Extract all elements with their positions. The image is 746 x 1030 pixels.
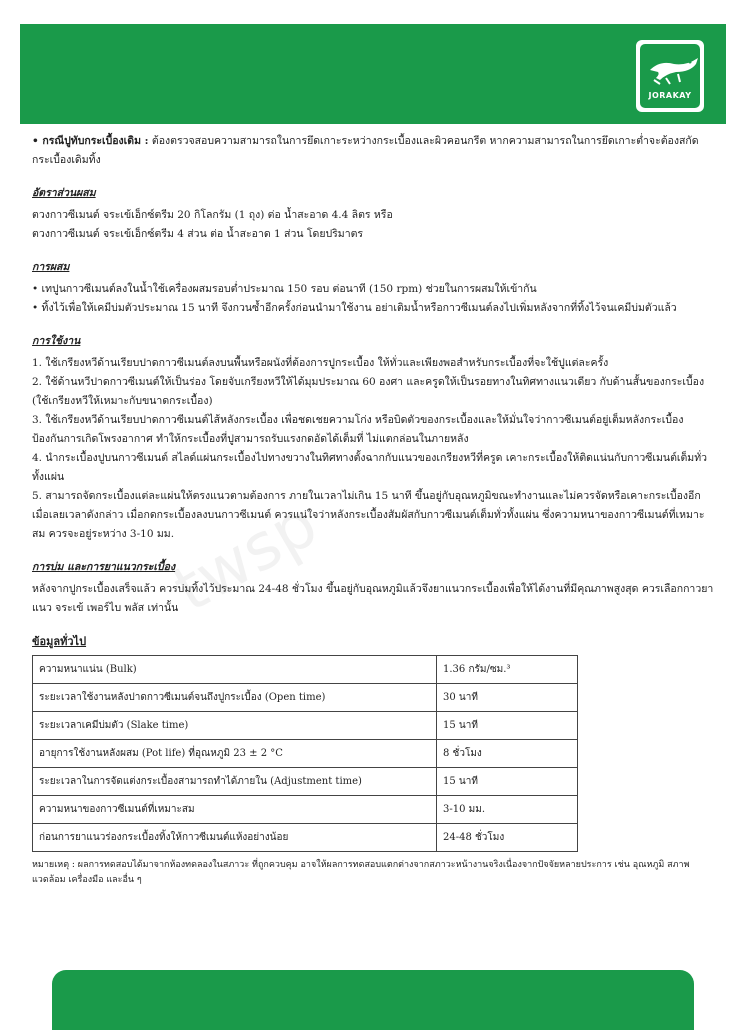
usage-section <box>32 332 714 544</box>
header-band <box>20 24 726 124</box>
table-cell-label: ระยะเวลาในการจัดแต่งกระเบื้องสามารถทำได้ภายใน (Adjustment time) <box>33 768 437 796</box>
ratio-line: ตวงกาวซีเมนต์ จระเข้เอ็กซ์ตรีม 4 ส่วน ต่อ น้ำสะอาด 1 ส่วน โดยปริมาตร <box>32 228 364 240</box>
mixing-heading: การผสม <box>32 261 70 273</box>
table-cell-label: ก่อนการยาแนวร่องกระเบื้องทิ้งให้กาวซีเมนต์แห้งอย่างน้อย <box>33 824 437 852</box>
usage-step: 2. ใช้ด้านหวีปาดกาวซีเมนต์ให้เป็นร่อง โดยจับเกรียงหวีให้ได้มุมประมาณ 60 องศา และครูดให้เป็นรอยทางในทิศทางแนวเดียว กับด้านสั้นของกระเบื้อง (ใช้เกรียงหวีให้เหมาะกับขนาดกระเบื้อง) <box>32 376 705 407</box>
curing-text: หลังจากปูกระเบื้องเสร็จแล้ว ควรบ่มทิ้งไว้ประมาณ 24-48 ชั่วโมง ขึ้นอยู่กับอุณหภูมิแล้วจึงยาแนวกระเบื้องเพื่อให้ได้งานที่มีคุณภาพสูงสุด ควรเลือกกาวยาแนว จระเข้ เพอร์ไบ พลัส เท่านั้น <box>32 583 714 614</box>
table-cell-label: ระยะเวลาเคมีบ่มตัว (Slake time) <box>33 712 437 740</box>
curing-heading: การบ่ม และการยาแนวกระเบื้อง <box>32 561 176 573</box>
usage-step: 5. สามารถจัดกระเบื้องแต่ละแผ่นให้ตรงแนวตามต้องการ ภายในเวลาไม่เกิน 15 นาที ขึ้นอยู่กับอุณหภูมิขณะทำงานและไม่ควรจัดหรือเคาะกระเบื้องอีกเมื่อเลยเวลาดังกล่าว เมื่อกดกระเบื้องลงบนกาวซีเมนต์ ควรแน่ใจว่าหลังกระเบื้องสัมผัสกับกาวซีเมนต์เต็มทั่วทั้งแผ่น ซึ่งความหนาของกาวซีเมนต์ที่เหมาะสม ควรจะอยู่ระหว่าง 3-10 มม. <box>32 490 705 540</box>
intro-paragraph <box>32 132 714 170</box>
table-cell-label: ความหนาของกาวซีเมนต์ที่เหมาะสม <box>33 796 437 824</box>
usage-heading: การใช้งาน <box>32 335 81 347</box>
mixing-line: • เทปูนกาวซีเมนต์ลงในน้ำใช้เครื่องผสมรอบต่ำประมาณ 150 รอบ ต่อนาที (150 rpm) ช่วยในการผสมให้เข้ากัน <box>32 283 537 295</box>
general-info-table <box>32 655 578 852</box>
table-cell-label: ความหนาแน่น (Bulk) <box>33 656 437 684</box>
table-row <box>33 796 578 824</box>
intro-label: • กรณีปูทับกระเบื้องเดิม : <box>32 135 149 147</box>
table-cell-label: ระยะเวลาใช้งานหลังปาดกาวซีเมนต์จนถึงปูกระเบื้อง (Open time) <box>33 684 437 712</box>
table-row <box>33 824 578 852</box>
table-row <box>33 740 578 768</box>
footnote: หมายเหตุ : ผลการทดสอบได้มาจากห้องทดลองในสภาวะ ที่ถูกควบคุม อาจให้ผลการทดสอบแตกต่างจากสภาวะหน้างานจริงเนื่องจากปัจจัยหลายประการ เช่น อุณหภูมิ สภาพแวดล้อม เครื่องมือ และอื่น ๆ <box>32 860 690 885</box>
table-row <box>33 656 578 684</box>
mixing-section <box>32 258 714 318</box>
mixing-line: • ทิ้งไว้เพื่อให้เคมีบ่มตัวประมาณ 15 นาที จึงกวนซ้ำอีกครั้งก่อนนำมาใช้งาน อย่าเติมน้ำหรือกาวซีเมนต์ลงไปเพิ่มหลังจากที่ทิ้งไว้จนเคมีบ่มตัวแล้ว <box>32 302 677 314</box>
footer-band <box>52 970 694 1030</box>
general-section <box>32 632 714 888</box>
table-cell-value: 15 นาที <box>437 768 578 796</box>
table-row <box>33 684 578 712</box>
intro-text: ต้องตรวจสอบความสามารถในการยึดเกาะระหว่างกระเบื้องและผิวคอนกรีต หากความสามารถในการยึดเกาะต่ำจะต้องสกัดกระเบื้องเดิมทิ้ง <box>32 135 699 166</box>
table-cell-value: 15 นาที <box>437 712 578 740</box>
table-cell-value: 24-48 ชั่วโมง <box>437 824 578 852</box>
table-cell-label: อายุการใช้งานหลังผสม (Pot life) ที่อุณหภูมิ 23 ± 2 °C <box>33 740 437 768</box>
usage-step: 4. นำกระเบื้องปูบนกาวซีเมนต์ สไลด์แผ่นกระเบื้องไปทางขวางในทิศทางตั้งฉากกับแนวของเกรียงหวีที่ครูด เคาะกระเบื้องให้ติดแน่นกับกาวซีเมนต์เต็มทั่วทั้งแผ่น <box>32 452 708 483</box>
ratio-line: ตวงกาวซีเมนต์ จระเข้เอ็กซ์ตรีม 20 กิโลกรัม (1 ถุง) ต่อ น้ำสะอาด 4.4 ลิตร หรือ <box>32 209 393 221</box>
usage-step: 1. ใช้เกรียงหวีด้านเรียบปาดกาวซีเมนต์ลงบนพื้นหรือผนังที่ต้องการปูกระเบื้อง ให้ทั่วและเพียงพอสำหรับกระเบื้องที่จะใช้ปูแต่ละครั้ง <box>32 357 609 369</box>
table-cell-value: 3-10 มม. <box>437 796 578 824</box>
ratio-heading: อัตราส่วนผสม <box>32 187 96 199</box>
watermark: twsp <box>161 487 330 627</box>
table-row <box>33 712 578 740</box>
logo-text: JORAKAY <box>648 91 692 100</box>
usage-step: 3. ใช้เกรียงหวีด้านเรียบปาดกาวซีเมนต์ไส้หลังกระเบื้อง เพื่อชดเชยความโก่ง หรือบิดตัวของกระเบื้องและให้มั่นใจว่ากาวซีเมนต์อยู่เต็มหลังกระเบื้อง ป้องกันการเกิดโพรงอากาศ ทำให้กระเบื้องที่ปูสามารถรับแรงกดอัดได้เต็มที่ ไม่แตกล่อนในภายหลัง <box>32 414 684 445</box>
jorakay-logo <box>634 38 706 114</box>
table-cell-value: 30 นาที <box>437 684 578 712</box>
curing-section <box>32 558 714 618</box>
table-cell-value: 8 ชั่วโมง <box>437 740 578 768</box>
table-row <box>33 768 578 796</box>
crocodile-icon <box>646 50 702 92</box>
document-body <box>32 132 714 888</box>
table-cell-value: 1.36 กรัม/ซม.³ <box>437 656 578 684</box>
ratio-section <box>32 184 714 244</box>
general-heading: ข้อมูลทั่วไป <box>32 635 87 648</box>
